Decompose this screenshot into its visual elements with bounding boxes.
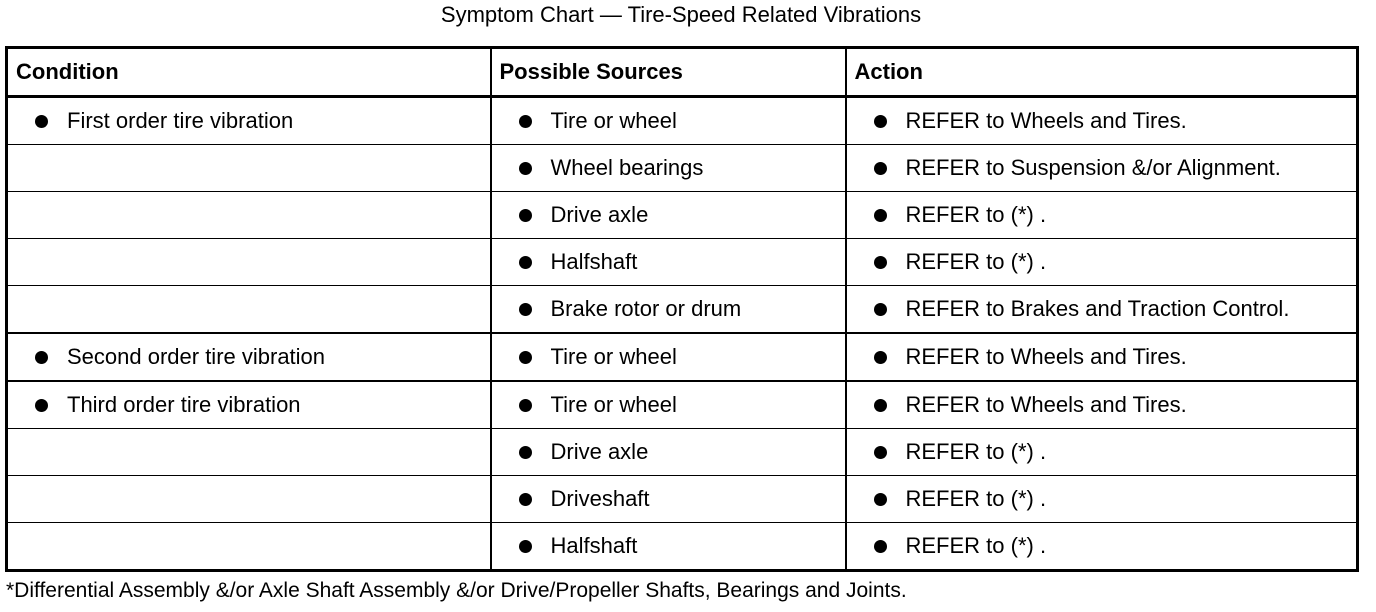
action-text: REFER to Wheels and Tires. — [905, 392, 1187, 417]
cell-action — [846, 145, 1358, 192]
cell-action — [846, 429, 1358, 476]
action-text: REFER to (*) . — [905, 486, 1047, 511]
table-row — [7, 333, 1358, 381]
header-action: Action — [846, 48, 1358, 97]
bullet-icon — [519, 303, 532, 316]
action-text: REFER to Wheels and Tires. — [905, 344, 1187, 369]
cell-action — [846, 192, 1358, 239]
condition-text: First order tire vibration — [67, 108, 294, 133]
bullet-icon — [519, 115, 532, 128]
cell-source — [491, 476, 846, 523]
source-text: Tire or wheel — [550, 392, 677, 417]
source-text: Brake rotor or drum — [550, 296, 742, 321]
table-row — [7, 381, 1358, 429]
cell-action — [846, 97, 1358, 145]
bullet-icon — [519, 493, 532, 506]
source-text: Driveshaft — [550, 486, 650, 511]
cell-condition — [7, 239, 491, 286]
table-row — [7, 192, 1358, 239]
cell-source — [491, 523, 846, 571]
cell-source — [491, 97, 846, 145]
table-row — [7, 97, 1358, 145]
bullet-icon — [35, 399, 48, 412]
cell-action — [846, 333, 1358, 381]
bullet-icon — [874, 446, 887, 459]
cell-source — [491, 286, 846, 334]
table-row — [7, 523, 1358, 571]
table-body — [7, 97, 1358, 571]
cell-condition — [7, 145, 491, 192]
source-text: Halfshaft — [550, 249, 638, 274]
cell-source — [491, 145, 846, 192]
bullet-icon — [519, 256, 532, 269]
cell-source — [491, 381, 846, 429]
bullet-icon — [35, 115, 48, 128]
cell-condition — [7, 429, 491, 476]
table-row — [7, 145, 1358, 192]
table-header-row — [7, 48, 1358, 97]
bullet-icon — [519, 162, 532, 175]
cell-source — [491, 192, 846, 239]
cell-condition — [7, 286, 491, 334]
bullet-icon — [519, 351, 532, 364]
table-row — [7, 286, 1358, 334]
chart-title: Symptom Chart — Tire-Speed Related Vibrations — [440, 2, 922, 27]
bullet-icon — [874, 351, 887, 364]
header-possible-sources: Possible Sources — [491, 48, 846, 97]
cell-condition — [7, 192, 491, 239]
bullet-icon — [874, 209, 887, 222]
source-text: Tire or wheel — [550, 344, 677, 369]
source-text: Tire or wheel — [550, 108, 677, 133]
cell-source — [491, 333, 846, 381]
bullet-icon — [874, 540, 887, 553]
action-text: REFER to (*) . — [905, 202, 1047, 227]
action-text: REFER to (*) . — [905, 533, 1047, 558]
action-text: REFER to Wheels and Tires. — [905, 108, 1187, 133]
cell-condition — [7, 476, 491, 523]
source-text: Wheel bearings — [550, 155, 704, 180]
cell-action — [846, 239, 1358, 286]
cell-condition — [7, 333, 491, 381]
bullet-icon — [519, 209, 532, 222]
cell-condition — [7, 97, 491, 145]
table-row — [7, 239, 1358, 286]
bullet-icon — [874, 115, 887, 128]
source-text: Drive axle — [550, 439, 649, 464]
cell-action — [846, 523, 1358, 571]
cell-action — [846, 381, 1358, 429]
action-text: REFER to Suspension &/or Alignment. — [905, 155, 1281, 180]
cell-source — [491, 429, 846, 476]
condition-text: Third order tire vibration — [67, 392, 301, 417]
cell-action — [846, 476, 1358, 523]
source-text: Drive axle — [550, 202, 649, 227]
bullet-icon — [874, 303, 887, 316]
table-row — [7, 429, 1358, 476]
condition-text: Second order tire vibration — [67, 344, 326, 369]
cell-condition — [7, 381, 491, 429]
cell-source — [491, 239, 846, 286]
bullet-icon — [874, 162, 887, 175]
bullet-icon — [874, 493, 887, 506]
symptom-table — [5, 46, 1359, 572]
bullet-icon — [874, 399, 887, 412]
cell-condition — [7, 523, 491, 571]
action-text: REFER to (*) . — [905, 439, 1047, 464]
bullet-icon — [874, 256, 887, 269]
header-condition: Condition — [7, 48, 491, 97]
source-text: Halfshaft — [550, 533, 638, 558]
action-text: REFER to Brakes and Traction Control. — [905, 296, 1290, 321]
footnote: *Differential Assembly &/or Axle Shaft Assembly &/or Drive/Propeller Shafts, Bearings and Joints. — [6, 579, 907, 602]
bullet-icon — [519, 446, 532, 459]
action-text: REFER to (*) . — [905, 249, 1047, 274]
cell-action — [846, 286, 1358, 334]
bullet-icon — [519, 399, 532, 412]
bullet-icon — [519, 540, 532, 553]
bullet-icon — [35, 351, 48, 364]
table-row — [7, 476, 1358, 523]
